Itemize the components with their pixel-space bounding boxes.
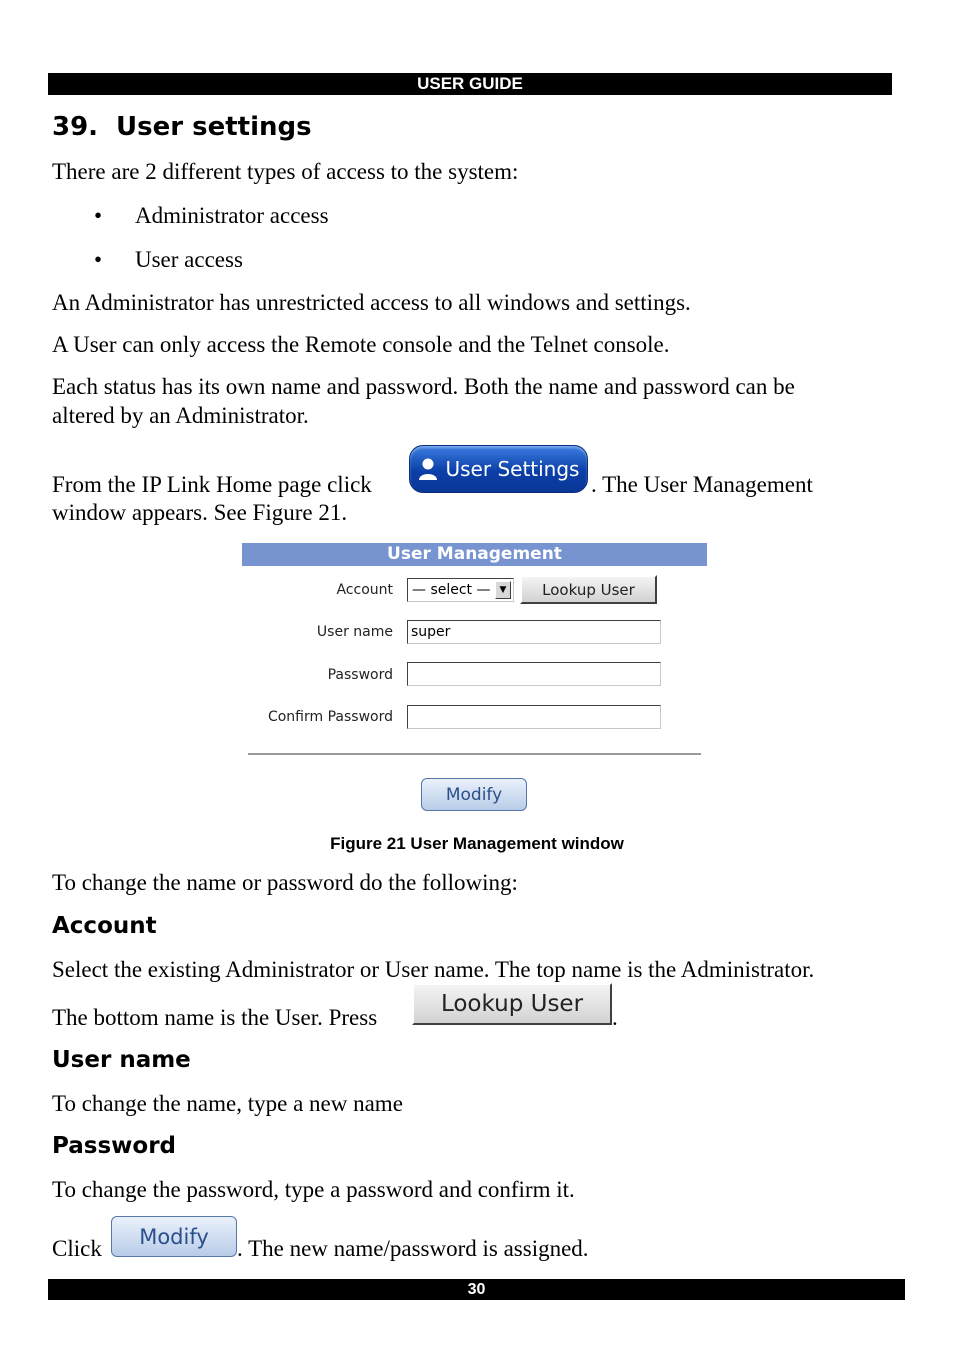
confirm-password-label: Confirm Password — [267, 709, 393, 725]
figure-caption: Figure 21 User Management window — [330, 834, 624, 853]
para-admin: An Administrator has unrestricted access to all windows and settings. — [52, 290, 691, 315]
lookup-user-button-inline[interactable]: Lookup User — [412, 983, 612, 1025]
page-number: 30 — [48, 1279, 905, 1300]
account-label: Account — [336, 582, 393, 598]
section-heading — [52, 110, 312, 144]
para-home-line2: . The User Management — [591, 472, 813, 497]
user-settings-button[interactable] — [409, 445, 588, 493]
intro-text: There are 2 different types of access to the system: — [52, 159, 519, 184]
divider — [248, 753, 701, 755]
username-heading: User name — [52, 1047, 191, 1073]
username-text: To change the name, type a new name — [52, 1091, 403, 1116]
chevron-down-icon[interactable]: ▼ — [495, 581, 511, 599]
user-settings-label: User Settings — [445, 457, 580, 481]
section-number: 39. — [52, 112, 99, 142]
bullet-item-admin: Administrator access — [135, 203, 329, 228]
account-select[interactable] — [407, 578, 514, 602]
assigned-text: . The new name/password is assigned. — [237, 1236, 589, 1261]
para-home-line1: From the IP Link Home page click — [52, 472, 372, 497]
bullet-item-user: User access — [135, 247, 243, 272]
password-label: Password — [327, 667, 393, 683]
user-icon — [418, 457, 438, 481]
account-text-line2: The bottom name is the User. Press — [52, 1005, 378, 1030]
account-text-period: . — [612, 1005, 618, 1030]
account-text-line1: Select the existing Administrator or User name. The top name is the Administrator. — [52, 957, 815, 982]
confirm-password-input[interactable] — [407, 705, 661, 729]
para-change: To change the name or password do the following: — [52, 870, 518, 895]
section-title: User settings — [116, 112, 312, 142]
para-status-line2: altered by an Administrator. — [52, 403, 309, 428]
password-input[interactable] — [407, 662, 661, 686]
click-text: Click — [52, 1236, 102, 1261]
modify-button[interactable]: Modify — [421, 778, 527, 811]
account-heading: Account — [52, 913, 157, 939]
lookup-user-button[interactable]: Lookup User — [520, 575, 657, 604]
username-input[interactable]: super — [407, 620, 661, 644]
user-management-title: User Management — [242, 543, 707, 566]
account-select-value: — select — — [412, 582, 491, 598]
para-user: A User can only access the Remote console and the Telnet console. — [52, 332, 670, 357]
para-home-line3: window appears. See Figure 21. — [52, 500, 348, 525]
header-bar: USER GUIDE — [48, 73, 892, 95]
password-heading: Password — [52, 1133, 176, 1159]
bullet-dot: • — [94, 203, 103, 228]
username-label: User name — [316, 624, 393, 640]
para-status-line1: Each status has its own name and password. Both the name and password can be — [52, 374, 795, 399]
password-text: To change the password, type a password and confirm it. — [52, 1177, 575, 1202]
bullet-dot: • — [94, 247, 103, 272]
modify-button-inline[interactable]: Modify — [111, 1216, 237, 1257]
